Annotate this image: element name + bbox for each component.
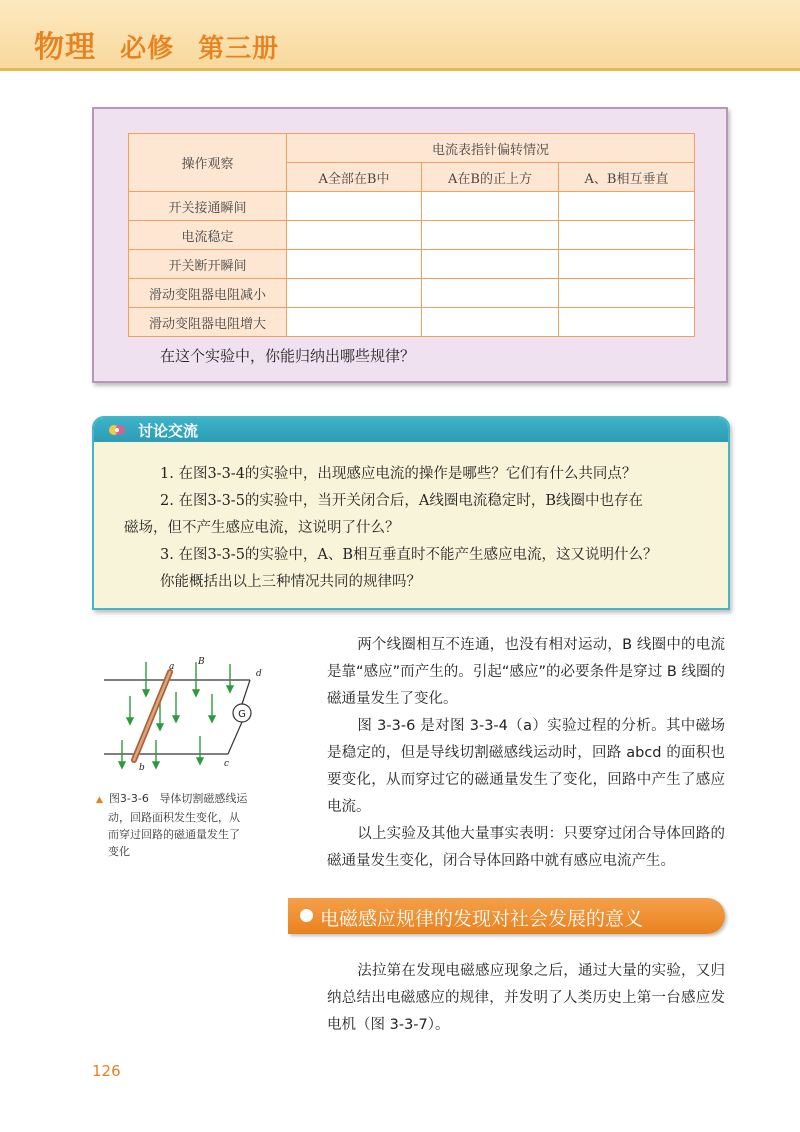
table-cell (287, 192, 422, 221)
table-cell (559, 250, 695, 279)
table-group-header: 电流表指针偏转情况 (287, 134, 695, 163)
bullet-icon (300, 909, 313, 922)
table-row (129, 221, 695, 250)
point-d-label: d (256, 669, 262, 679)
section-heading (288, 898, 725, 934)
caption-number: 图3-3-6 (108, 792, 149, 805)
body-paragraph-1: 两个线圈相互不连通，也没有相对运动，B 线圈中的电流是靠“感应”而产生的。引起“感应”的必要条件是穿过 B 线圈的磁通量发生了变化。 (327, 637, 725, 707)
experiment-question: 在这个实验中，你能归纳出哪些规律？ (160, 347, 416, 365)
row-label: 滑动变阻器电阻增大 (129, 308, 287, 337)
discussion-title-bar (94, 418, 728, 442)
discussion-question-2b: 磁场，但不产生感应电流，这说明了什么？ (124, 520, 400, 536)
right-wire-upper (242, 680, 250, 704)
body-paragraph (327, 713, 725, 821)
page-header (0, 0, 800, 71)
table-cell (287, 279, 422, 308)
table-cell (287, 308, 422, 337)
body-paragraph (327, 821, 725, 875)
table-column-header: A、B相互垂直 (559, 163, 695, 192)
discussion-question-1: 1. 在图3-3-4的实验中，出现感应电流的操作是哪些？它们有什么共同点？ (160, 466, 637, 482)
point-b-label: b (139, 763, 145, 773)
caption-line-2: 动，回路面积发生变化，从 (108, 811, 240, 824)
volume-label: 第三册 (198, 34, 280, 64)
discussion-title: 讨论交流 (138, 422, 199, 440)
body-paragraph-3: 以上实验及其他大量事实表明：只要穿过闭合导体回路的磁通量发生变化，闭合导体回路中就有感应电流产生。 (327, 826, 725, 869)
point-a-label: a (169, 662, 175, 672)
galvanometer-label: G (238, 709, 246, 720)
table-row (129, 192, 695, 221)
field-b-label: B (198, 657, 205, 667)
table-cell (422, 192, 559, 221)
table-column-header: A全部在B中 (287, 163, 422, 192)
discussion-box (92, 416, 730, 610)
row-label: 滑动变阻器电阻减小 (129, 279, 287, 308)
table-row (129, 250, 695, 279)
book-title (34, 22, 293, 66)
right-wire-lower (228, 722, 242, 754)
point-c-label: c (224, 759, 230, 769)
caption-triangle-icon: ▲ (96, 795, 103, 805)
experiment-box (92, 107, 728, 383)
table-cell (559, 279, 695, 308)
table-cell (422, 279, 559, 308)
table-column-header: A在B的正上方 (422, 163, 559, 192)
discussion-icon (108, 422, 126, 438)
table-row (129, 279, 695, 308)
table-cell (422, 221, 559, 250)
discussion-question-3b: 你能概括出以上三种情况共同的规律吗？ (160, 574, 421, 590)
table-row (129, 308, 695, 337)
row-label: 开关断开瞬间 (129, 250, 287, 279)
caption-line-4: 变化 (108, 845, 130, 858)
body-paragraph (327, 632, 725, 713)
table-corner-header: 操作观察 (129, 134, 287, 192)
section-paragraph (327, 958, 725, 1039)
table-cell (559, 192, 695, 221)
row-label: 电流稳定 (129, 221, 287, 250)
table-cell (287, 221, 422, 250)
subject-label: 物理 (34, 30, 96, 65)
row-label: 开关接通瞬间 (129, 192, 287, 221)
caption-line-1: 导体切割磁感线运 (159, 792, 248, 805)
discussion-question-2a: 2. 在图3-3-5的实验中，当开关闭合后，A线圈电流稳定时，B线圈中也存在 (160, 493, 644, 509)
table-cell (559, 221, 695, 250)
page-number: 126 (92, 1062, 121, 1080)
table-cell (422, 308, 559, 337)
body-paragraph-2: 图 3-3-6 是对图 3-3-4（a）实验过程的分析。其中磁场是稳定的，但是导线切割磁感线运动时，回路 abcd 的面积也要变化，从而穿过它的磁通量发生了变化，回路中产生了感应电流。 (327, 718, 725, 815)
section-title: 电磁感应规律的发现对社会发展的意义 (320, 908, 644, 930)
table-cell (559, 308, 695, 337)
section-body-text: 法拉第在发现电磁感应现象之后，通过大量的实验，又归纳总结出电磁感应的规律，并发明了人类历史上第一台感应发电机（图 3-3-7）。 (327, 963, 725, 1033)
discussion-question-3a: 3. 在图3-3-5的实验中，A、B相互垂直时不能产生感应电流，这又说明什么？ (160, 547, 658, 563)
conductor-cutting-field-figure (100, 656, 300, 776)
figure-caption (96, 790, 292, 860)
caption-line-3: 而穿过回路的磁通量发生了 (108, 828, 240, 841)
course-label: 必修 (120, 34, 175, 64)
table-cell (422, 250, 559, 279)
table-cell (287, 250, 422, 279)
observation-table (128, 133, 695, 337)
